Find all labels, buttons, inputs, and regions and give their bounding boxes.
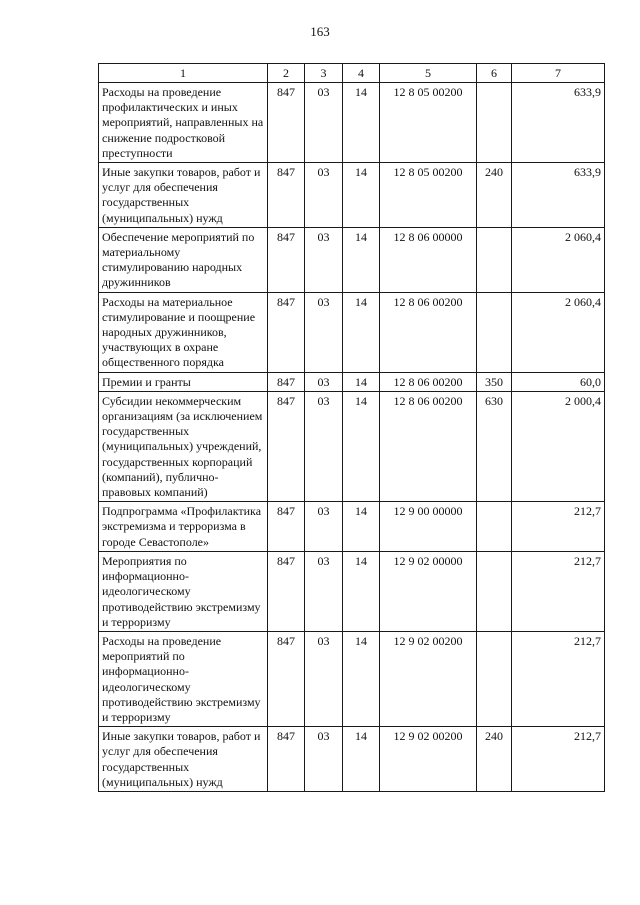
section-code-cell: 03 xyxy=(305,227,343,292)
expense-type-cell xyxy=(477,631,512,726)
table-header-row xyxy=(99,64,605,83)
table-row xyxy=(99,551,605,631)
column-header-1: 1 xyxy=(99,64,268,83)
row-name-cell: Расходы на материальное стимулирование и поощрение народных дружинников, участвующих в охране общественного порядка xyxy=(99,292,268,372)
subsection-code-cell: 14 xyxy=(343,727,380,792)
expense-type-cell xyxy=(477,292,512,372)
target-article-cell: 12 8 05 00200 xyxy=(380,83,477,163)
target-article-cell: 12 9 00 00000 xyxy=(380,502,477,552)
amount-cell: 212,7 xyxy=(512,551,605,631)
expense-type-cell: 240 xyxy=(477,163,512,228)
target-article-cell: 12 8 05 00200 xyxy=(380,163,477,228)
amount-cell: 2 060,4 xyxy=(512,292,605,372)
row-name-cell: Премии и гранты xyxy=(99,372,268,391)
row-name-cell: Подпрограмма «Профилактика экстремизма и терроризма в городе Севастополе» xyxy=(99,502,268,552)
table-row xyxy=(99,163,605,228)
subsection-code-cell: 14 xyxy=(343,292,380,372)
table-row xyxy=(99,502,605,552)
ministry-code-cell: 847 xyxy=(268,292,305,372)
column-header-6: 6 xyxy=(477,64,512,83)
subsection-code-cell: 14 xyxy=(343,83,380,163)
row-name-cell: Мероприятия по информационно-идеологическому противодействию экстремизму и терроризму xyxy=(99,551,268,631)
amount-cell: 633,9 xyxy=(512,83,605,163)
page-number: 163 xyxy=(310,24,330,39)
target-article-cell: 12 8 06 00200 xyxy=(380,292,477,372)
column-header-5: 5 xyxy=(380,64,477,83)
expense-type-cell: 630 xyxy=(477,391,512,501)
row-name-cell: Субсидии некоммерческим организациям (за исключением государственных (муниципальных) учреждений, государственных корпораций (компаний), публично-правовых компаний) xyxy=(99,391,268,501)
row-name-cell: Расходы на проведение профилактических и иных мероприятий, направленных на снижение подростковой преступности xyxy=(99,83,268,163)
ministry-code-cell: 847 xyxy=(268,163,305,228)
table-row xyxy=(99,372,605,391)
ministry-code-cell: 847 xyxy=(268,83,305,163)
section-code-cell: 03 xyxy=(305,83,343,163)
ministry-code-cell: 847 xyxy=(268,727,305,792)
subsection-code-cell: 14 xyxy=(343,502,380,552)
budget-table xyxy=(98,63,605,792)
ministry-code-cell: 847 xyxy=(268,227,305,292)
section-code-cell: 03 xyxy=(305,727,343,792)
column-header-4: 4 xyxy=(343,64,380,83)
amount-cell: 2 060,4 xyxy=(512,227,605,292)
section-code-cell: 03 xyxy=(305,502,343,552)
amount-cell: 60,0 xyxy=(512,372,605,391)
table-row xyxy=(99,631,605,726)
column-header-3: 3 xyxy=(305,64,343,83)
expense-type-cell xyxy=(477,551,512,631)
expense-type-cell xyxy=(477,227,512,292)
table-row xyxy=(99,391,605,501)
subsection-code-cell: 14 xyxy=(343,227,380,292)
target-article-cell: 12 8 06 00000 xyxy=(380,227,477,292)
expense-type-cell xyxy=(477,502,512,552)
row-name-cell: Обеспечение мероприятий по материальному стимулированию народных дружинников xyxy=(99,227,268,292)
section-code-cell: 03 xyxy=(305,391,343,501)
target-article-cell: 12 8 06 00200 xyxy=(380,372,477,391)
table-row xyxy=(99,227,605,292)
amount-cell: 633,9 xyxy=(512,163,605,228)
subsection-code-cell: 14 xyxy=(343,163,380,228)
amount-cell: 212,7 xyxy=(512,727,605,792)
table-row xyxy=(99,83,605,163)
section-code-cell: 03 xyxy=(305,631,343,726)
expense-type-cell xyxy=(477,83,512,163)
row-name-cell: Расходы на проведение мероприятий по информационно-идеологическому противодействию экстремизму и терроризму xyxy=(99,631,268,726)
section-code-cell: 03 xyxy=(305,292,343,372)
ministry-code-cell: 847 xyxy=(268,391,305,501)
ministry-code-cell: 847 xyxy=(268,502,305,552)
section-code-cell: 03 xyxy=(305,372,343,391)
target-article-cell: 12 9 02 00000 xyxy=(380,551,477,631)
amount-cell: 212,7 xyxy=(512,631,605,726)
subsection-code-cell: 14 xyxy=(343,391,380,501)
ministry-code-cell: 847 xyxy=(268,631,305,726)
ministry-code-cell: 847 xyxy=(268,372,305,391)
target-article-cell: 12 9 02 00200 xyxy=(380,727,477,792)
column-header-2: 2 xyxy=(268,64,305,83)
section-code-cell: 03 xyxy=(305,163,343,228)
target-article-cell: 12 9 02 00200 xyxy=(380,631,477,726)
row-name-cell: Иные закупки товаров, работ и услуг для обеспечения государственных (муниципальных) нужд xyxy=(99,163,268,228)
subsection-code-cell: 14 xyxy=(343,551,380,631)
table-row xyxy=(99,727,605,792)
section-code-cell: 03 xyxy=(305,551,343,631)
amount-cell: 212,7 xyxy=(512,502,605,552)
ministry-code-cell: 847 xyxy=(268,551,305,631)
row-name-cell: Иные закупки товаров, работ и услуг для обеспечения государственных (муниципальных) нужд xyxy=(99,727,268,792)
expense-type-cell: 240 xyxy=(477,727,512,792)
subsection-code-cell: 14 xyxy=(343,372,380,391)
target-article-cell: 12 8 06 00200 xyxy=(380,391,477,501)
column-header-7: 7 xyxy=(512,64,605,83)
expense-type-cell: 350 xyxy=(477,372,512,391)
subsection-code-cell: 14 xyxy=(343,631,380,726)
table-row xyxy=(99,292,605,372)
amount-cell: 2 000,4 xyxy=(512,391,605,501)
